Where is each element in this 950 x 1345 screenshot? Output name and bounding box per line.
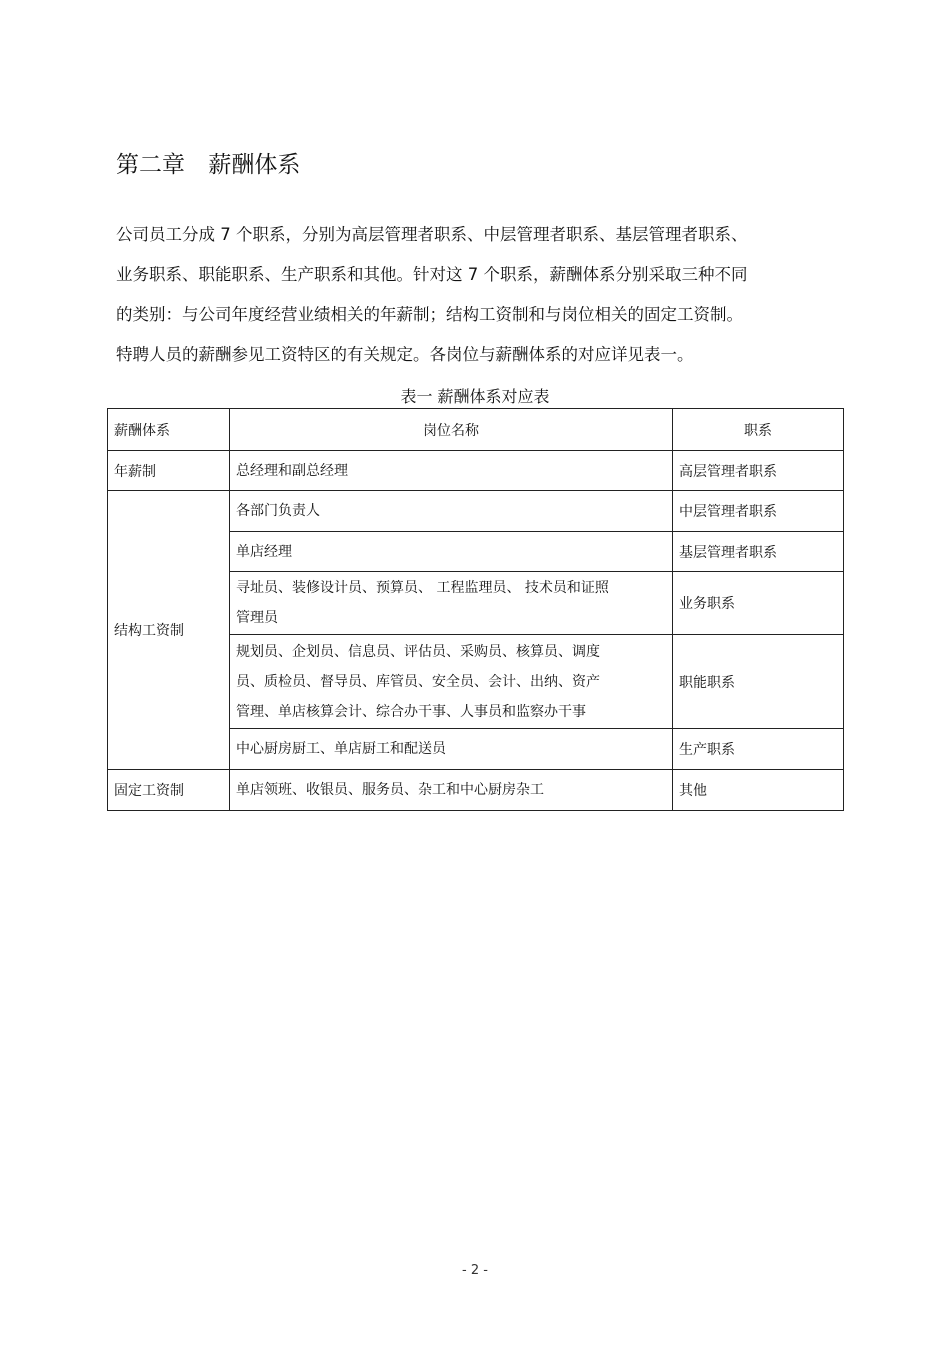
salary-system-table	[107, 408, 844, 811]
paragraph-line: 的类别：与公司年度经营业绩相关的年薪制；结构工资制和与岗位相关的固定工资制。	[116, 305, 743, 324]
chapter-name: 薪酬体系	[208, 152, 301, 178]
salary-system-cell: 固定工资制	[108, 770, 230, 811]
chapter-number: 第二章	[116, 152, 185, 178]
post-line: 寻址员、装修设计员、预算员、 工程监理员、 技术员和证照	[236, 580, 609, 596]
post-name-cell	[230, 451, 673, 491]
salary-system-cell: 结构工资制	[108, 491, 230, 770]
paragraph-line: 公司员工分成 7 个职系，分别为高层管理者职系、中层管理者职系、基层管理者职系、	[116, 225, 748, 244]
post-line: 单店经理	[236, 543, 292, 560]
post-line: 管理员	[236, 610, 278, 626]
job-series-cell: 其他	[673, 770, 844, 811]
header-salary-system: 薪酬体系	[108, 409, 230, 451]
post-name-cell	[230, 491, 673, 532]
job-series-cell: 业务职系	[673, 572, 844, 635]
table-row	[108, 770, 844, 811]
job-series-cell: 基层管理者职系	[673, 532, 844, 572]
job-series-cell: 中层管理者职系	[673, 491, 844, 532]
post-line: 单店领班、收银员、服务员、杂工和中心厨房杂工	[236, 782, 544, 798]
paragraph-line: 特聘人员的薪酬参见工资特区的有关规定。各岗位与薪酬体系的对应详见表一。	[116, 345, 694, 364]
post-line: 中心厨房厨工、单店厨工和配送员	[236, 741, 446, 757]
post-line: 各部门负责人	[236, 503, 320, 519]
salary-system-cell: 年薪制	[108, 451, 230, 491]
page-number: - 2 -	[462, 1263, 488, 1278]
table-header-row	[108, 409, 844, 451]
job-series-cell: 高层管理者职系	[673, 451, 844, 491]
post-name-cell	[230, 572, 673, 635]
post-line: 员、质检员、督导员、库管员、安全员、会计、出纳、资产	[236, 673, 600, 690]
intro-paragraph	[116, 222, 836, 382]
table-row	[108, 491, 844, 532]
post-name-cell	[230, 770, 673, 811]
table-caption: 表一 薪酬体系对应表	[400, 387, 550, 406]
post-name-cell	[230, 729, 673, 770]
paragraph-line: 业务职系、职能职系、生产职系和其他。针对这 7 个职系，薪酬体系分别采取三种不同	[116, 265, 748, 284]
header-job-series: 职系	[673, 409, 844, 451]
header-post-name: 岗位名称	[230, 409, 673, 451]
job-series-cell: 生产职系	[673, 729, 844, 770]
post-line: 规划员、企划员、信息员、评估员、采购员、核算员、调度	[236, 643, 600, 660]
job-series-cell: 职能职系	[673, 635, 844, 729]
table-row	[108, 451, 844, 491]
post-name-cell	[230, 532, 673, 572]
post-line: 总经理和副总经理	[236, 462, 348, 479]
post-line: 管理、单店核算会计、综合办干事、人事员和监察办干事	[236, 703, 586, 720]
post-name-cell	[230, 635, 673, 729]
chapter-title	[116, 146, 300, 179]
